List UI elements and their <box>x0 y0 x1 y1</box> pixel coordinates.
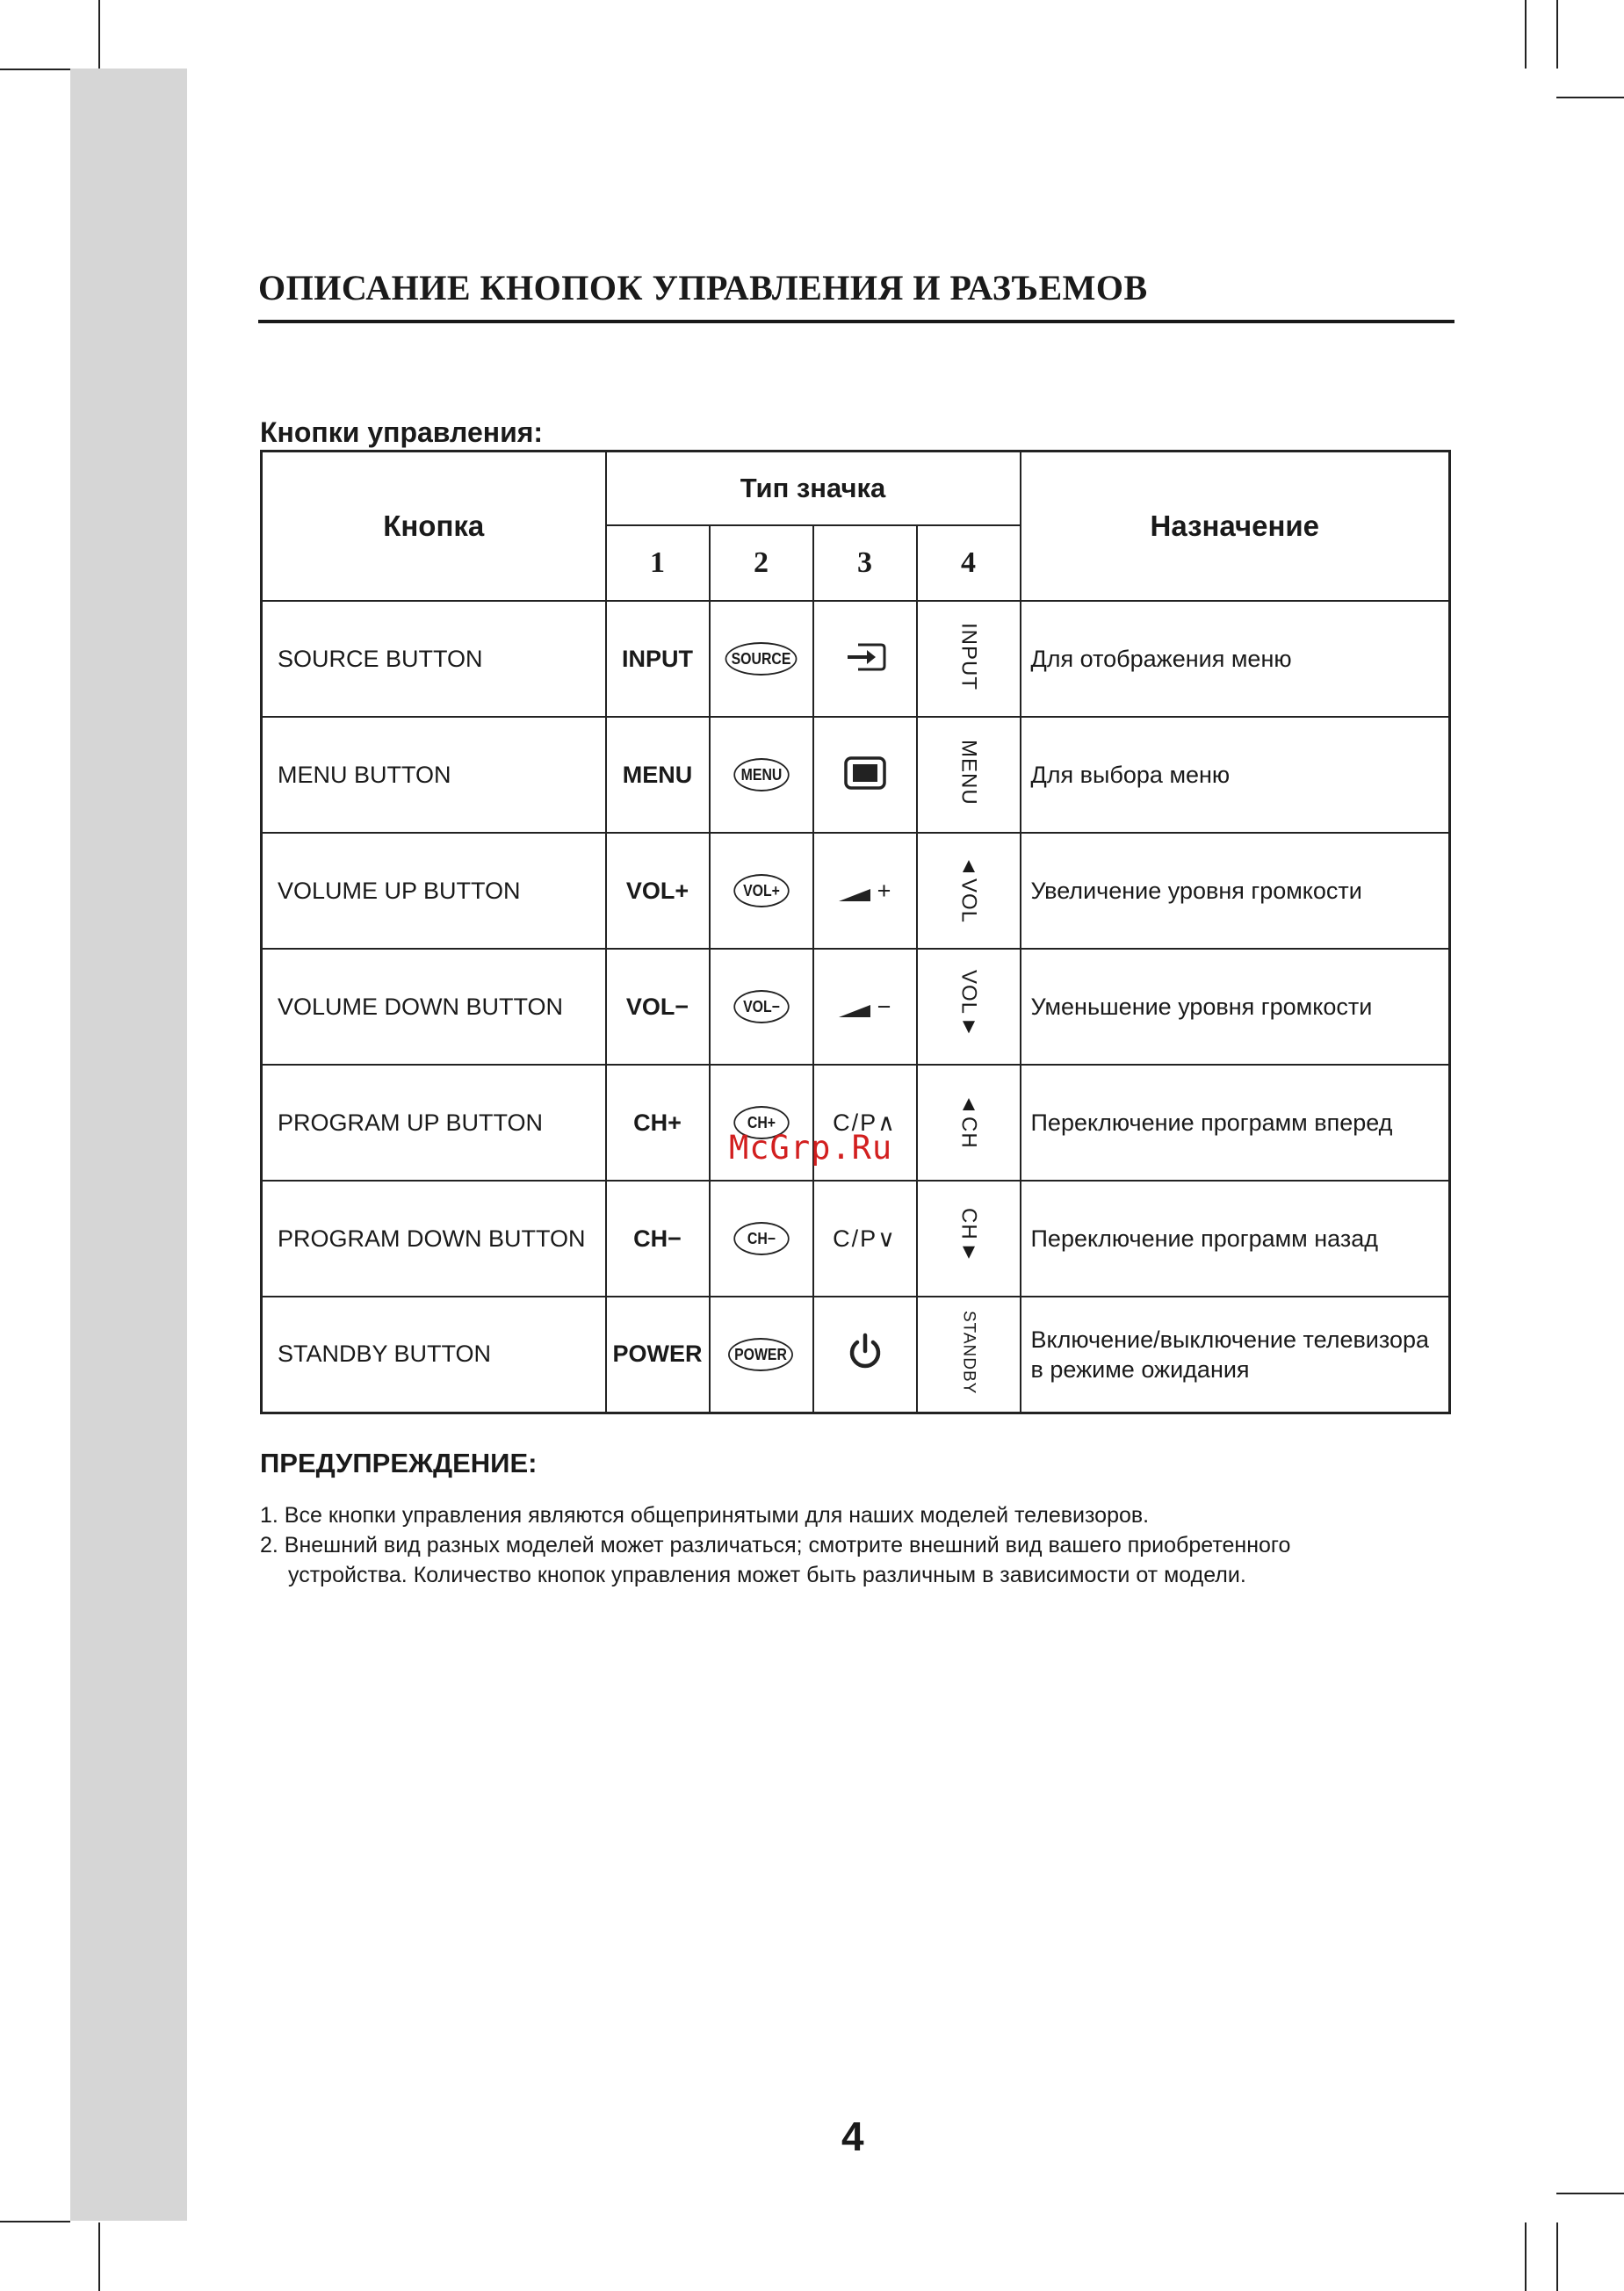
header-type-4: 4 <box>917 525 1021 601</box>
type4-label: STANDBY <box>959 1310 978 1394</box>
type4-label: CH▼ <box>956 1208 981 1265</box>
header-purpose: Назначение <box>1021 452 1450 602</box>
crop-mark <box>1556 2222 1558 2291</box>
button-purpose: Для отображения меню <box>1021 601 1450 717</box>
crop-mark <box>1525 2222 1527 2291</box>
watermark: McGrp.Ru <box>729 1129 893 1167</box>
table-row <box>262 717 1450 833</box>
type2-pill: SOURCE <box>725 642 798 676</box>
type4-label: ▲VOL <box>956 853 981 924</box>
menu-screen-icon <box>843 755 887 791</box>
purpose-line: в режиме ожидания <box>1030 1355 1250 1383</box>
type2-pill: CH− <box>733 1222 789 1255</box>
type2-pill: VOL+ <box>733 874 789 907</box>
crop-mark <box>1556 2193 1624 2194</box>
type2-pill: VOL− <box>733 990 789 1023</box>
volume-ramp-icon <box>837 1001 872 1019</box>
section-heading: Кнопки управления: <box>260 416 544 448</box>
type1-label: CH− <box>606 1181 710 1297</box>
type1-label: CH+ <box>606 1065 710 1181</box>
table-row <box>262 949 1450 1065</box>
crop-mark <box>98 0 100 69</box>
type2-pill: MENU <box>733 758 789 791</box>
type1-label: POWER <box>606 1297 710 1413</box>
crop-mark <box>0 2221 70 2222</box>
crop-mark <box>1525 0 1527 69</box>
header-type-1: 1 <box>606 525 710 601</box>
type1-label: MENU <box>606 717 710 833</box>
header-icon-type: Тип значка <box>606 452 1021 526</box>
type4-label: VOL▼ <box>956 969 981 1040</box>
type3-label: C/P∧ <box>833 1109 897 1136</box>
button-name: VOLUME UP BUTTON <box>262 833 606 949</box>
title-rule <box>258 320 1454 323</box>
buttons-table <box>260 450 1451 1414</box>
warning-heading: ПРЕДУПРЕЖДЕНИЕ: <box>260 1448 538 1478</box>
button-name: VOLUME DOWN BUTTON <box>262 949 606 1065</box>
warning-item: устройства. Количество кнопок управления может быть различным в зависимости от модели. <box>288 1563 1246 1587</box>
input-source-icon <box>842 640 888 675</box>
type4-label: ▲CH <box>956 1092 981 1149</box>
header-type-3: 3 <box>813 525 917 601</box>
table-row <box>262 601 1450 717</box>
type4-label: INPUT <box>956 623 981 690</box>
button-name: PROGRAM UP BUTTON <box>262 1065 606 1181</box>
type1-label: INPUT <box>606 601 710 717</box>
button-purpose: Переключение программ назад <box>1021 1181 1450 1297</box>
button-purpose: Уменьшение уровня громкости <box>1021 949 1450 1065</box>
button-purpose: Увеличение уровня громкости <box>1021 833 1450 949</box>
type2-pill: POWER <box>729 1338 794 1371</box>
button-name: STANDBY BUTTON <box>262 1297 606 1413</box>
warning-item: 1. Все кнопки управления являются общепринятыми для наших моделей телевизоров. <box>260 1503 1150 1528</box>
button-name: SOURCE BUTTON <box>262 601 606 717</box>
margin-gray-strip <box>70 69 187 2221</box>
button-purpose: Переключение программ вперед <box>1021 1065 1450 1181</box>
table-row <box>262 833 1450 949</box>
button-purpose <box>1021 1297 1450 1413</box>
volume-ramp-icon <box>837 885 872 903</box>
button-name: MENU BUTTON <box>262 717 606 833</box>
crop-mark <box>1556 0 1558 69</box>
header-type-2: 2 <box>710 525 813 601</box>
header-button: Кнопка <box>262 452 606 602</box>
warning-item: 2. Внешний вид разных моделей может различаться; смотрите внешний вид вашего приобретенного <box>260 1533 1291 1557</box>
page-title: ОПИСАНИЕ КНОПОК УПРАВЛЕНИЯ И РАЗЪЕМОВ <box>258 268 1148 307</box>
type2-pill: CH+ <box>733 1106 789 1139</box>
type1-label: VOL+ <box>606 833 710 949</box>
power-icon <box>846 1332 884 1372</box>
page-number: 4 <box>841 2114 864 2159</box>
volume-down-sign: − <box>877 993 893 1020</box>
button-name: PROGRAM DOWN BUTTON <box>262 1181 606 1297</box>
crop-mark <box>0 69 70 70</box>
crop-mark <box>1556 97 1624 98</box>
type4-label: MENU <box>956 740 981 806</box>
purpose-line: Включение/выключение телевизора <box>1030 1326 1430 1353</box>
type3-label: C/P∨ <box>833 1225 897 1252</box>
table-row <box>262 1181 1450 1297</box>
crop-mark <box>98 2222 100 2291</box>
button-purpose: Для выбора меню <box>1021 717 1450 833</box>
table-row <box>262 1297 1450 1413</box>
type1-label: VOL− <box>606 949 710 1065</box>
volume-up-sign: + <box>877 877 893 904</box>
